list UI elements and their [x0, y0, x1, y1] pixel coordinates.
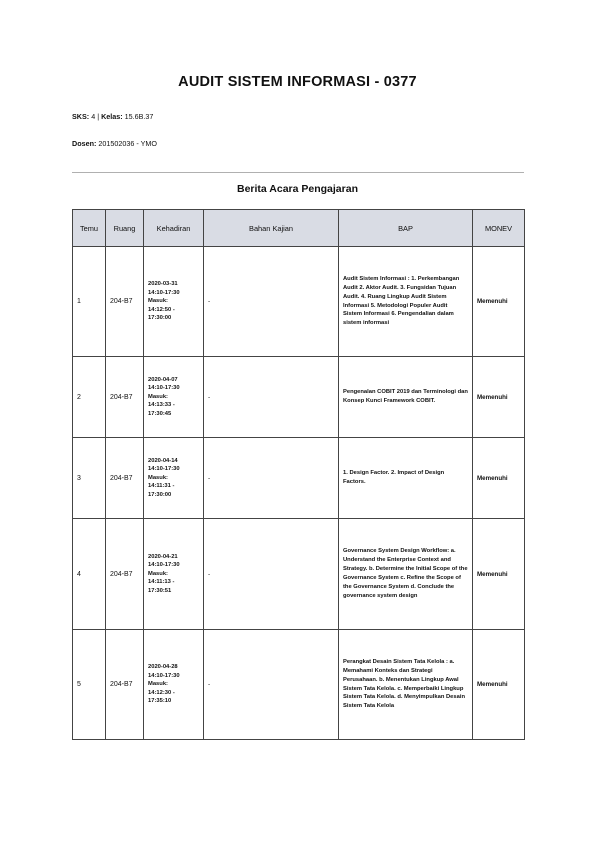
bahan-kajian-cell: - — [204, 438, 339, 519]
divider — [72, 172, 524, 173]
kehadiran-out: 17:30:00 — [148, 315, 172, 322]
bap-cell: Governance System Design Workflow: a. Understand the Enterprise Context and Strategy. b. Determine the Initial Scope of the Governance System c. Refine the Scope of the Governance System d. Conclude the governance system design — [339, 519, 473, 630]
kehadiran-schedule: 14:10-17:30 — [148, 562, 180, 569]
bap-cell: Audit Sistem Informasi : 1. Perkembangan Audit 2. Aktor Audit. 3. Fungsidan Tujuan Audit. 4. Ruang Lingkup Audit Sistem Informasi 5. Metodologi Populer Audit Sistem Informasi 6. Pengendalian dalam sistem informasi — [339, 247, 473, 357]
kehadiran-date: 2020-04-14 — [148, 457, 178, 464]
temu-cell: 3 — [73, 438, 106, 519]
table-row — [73, 247, 525, 357]
sks-value: 4 — [91, 112, 96, 121]
bahan-kajian-cell: - — [204, 357, 339, 438]
kelas-label: Kelas: — [101, 112, 123, 121]
kehadiran-in: 14:11:31 - — [148, 483, 175, 490]
monev-cell: Memenuhi — [473, 357, 525, 438]
ruang-cell: 204-B7 — [106, 438, 144, 519]
monev-cell: Memenuhi — [473, 438, 525, 519]
kehadiran-cell — [144, 630, 204, 740]
ruang-cell: 204-B7 — [106, 630, 144, 740]
ruang-cell: 204-B7 — [106, 247, 144, 357]
temu-cell: 1 — [73, 247, 106, 357]
kehadiran-schedule: 14:10-17:30 — [148, 672, 180, 679]
kehadiran-schedule: 14:10-17:30 — [148, 289, 180, 296]
table-row — [73, 630, 525, 740]
kehadiran-cell — [144, 519, 204, 630]
kehadiran-in: 14:12:50 - — [148, 306, 175, 313]
table-row — [73, 357, 525, 438]
table-row — [73, 438, 525, 519]
kehadiran-label: Masuk: — [148, 474, 168, 481]
kehadiran-in: 14:12:30 - — [148, 689, 175, 696]
kehadiran-in: 14:11:13 - — [148, 579, 175, 586]
dosen-label: Dosen: — [72, 139, 97, 148]
kehadiran-in: 14:13:33 - — [148, 402, 175, 409]
sks-label: SKS: — [72, 112, 90, 121]
kehadiran-label: Masuk: — [148, 570, 168, 577]
kehadiran-out: 17:30:51 — [148, 587, 172, 594]
section-title: Berita Acara Pengajaran — [236, 183, 358, 195]
course-meta-line — [72, 112, 153, 121]
bahan-kajian-cell: - — [204, 630, 339, 740]
kehadiran-date: 2020-03-31 — [148, 281, 178, 288]
bahan-kajian-cell: - — [204, 519, 339, 630]
kehadiran-date: 2020-04-07 — [148, 376, 178, 383]
header-kehadiran: Kehadiran — [144, 210, 204, 247]
bap-cell: Pengenalan COBIT 2019 dan Terminologi dan Konsep Kunci Framework COBIT. — [339, 357, 473, 438]
bahan-kajian-cell: - — [204, 247, 339, 357]
kehadiran-label: Masuk: — [148, 681, 168, 688]
kehadiran-out: 17:30:00 — [148, 491, 172, 498]
kelas-value: 15.6B.37 — [124, 112, 154, 121]
kehadiran-schedule: 14:10-17:30 — [148, 466, 180, 473]
kehadiran-label: Masuk: — [148, 298, 168, 305]
monev-cell: Memenuhi — [473, 247, 525, 357]
kehadiran-date: 2020-04-21 — [148, 553, 178, 560]
kehadiran-label: Masuk: — [148, 393, 168, 400]
bap-cell: Perangkat Desain Sistem Tata Kelola : a. Memahami Konteks dan Strategi Perusahaan. b. Menentukan Lingkup Awal Sistem Tata Kelola. c. Memperbaiki Lingkup Sistem Tata Kelola. d. Menyimpulkan Desain Sistem Tata Kelola — [339, 630, 473, 740]
temu-cell: 2 — [73, 357, 106, 438]
kehadiran-out: 17:30:45 — [148, 410, 172, 417]
kehadiran-out: 17:35:10 — [148, 698, 172, 705]
kehadiran-schedule: 14:10-17:30 — [148, 385, 180, 392]
kehadiran-cell — [144, 438, 204, 519]
table-header-row — [73, 210, 525, 247]
teaching-report-table — [72, 209, 525, 740]
course-title: AUDIT SISTEM INFORMASI - 0377 — [178, 74, 417, 90]
kehadiran-cell — [144, 357, 204, 438]
ruang-cell: 204-B7 — [106, 519, 144, 630]
header-monev: MONEV — [473, 210, 525, 247]
header-temu: Temu — [73, 210, 106, 247]
temu-cell: 4 — [73, 519, 106, 630]
kehadiran-date: 2020-04-28 — [148, 664, 178, 671]
dosen-value: 201502036 - YMO — [98, 139, 157, 148]
monev-cell: Memenuhi — [473, 630, 525, 740]
header-bahan-kajian: Bahan Kajian — [204, 210, 339, 247]
bap-cell: 1. Design Factor. 2. Impact of Design Factors. — [339, 438, 473, 519]
header-bap: BAP — [339, 210, 473, 247]
ruang-cell: 204-B7 — [106, 357, 144, 438]
temu-cell: 5 — [73, 630, 106, 740]
meta-separator: | — [97, 112, 100, 121]
kehadiran-cell — [144, 247, 204, 357]
table-row — [73, 519, 525, 630]
monev-cell: Memenuhi — [473, 519, 525, 630]
header-ruang: Ruang — [106, 210, 144, 247]
lecturer-line — [72, 139, 157, 148]
